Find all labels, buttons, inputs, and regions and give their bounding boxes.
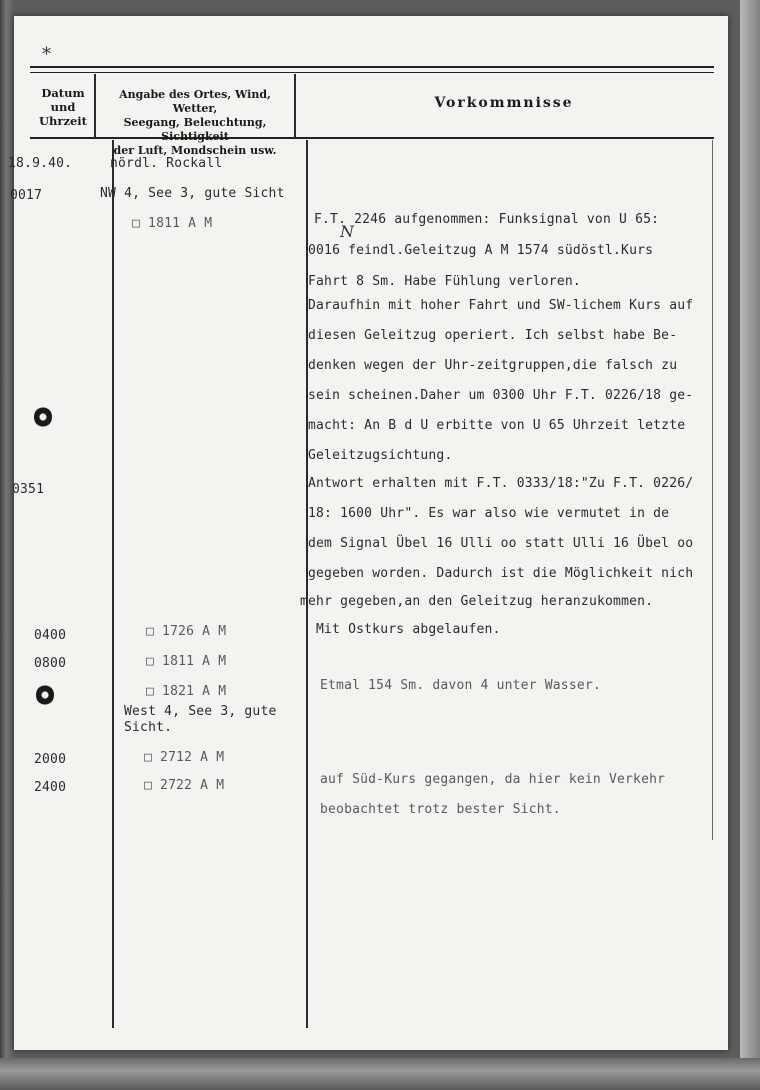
event-line: gegeben worden. Dadurch ist die Möglichkeit nich: [308, 566, 694, 581]
entry-time: 0800: [34, 656, 67, 671]
header-date-time: [32, 86, 94, 128]
entry-time: 0400: [34, 628, 67, 643]
event-line: Etmal 154 Sm. davon 4 unter Wasser.: [320, 678, 601, 693]
entry-grid-square: □ 1821 A M: [146, 684, 227, 699]
entry-location: nördl. Rockall: [110, 156, 223, 171]
event-line: Fahrt 8 Sm. Habe Fühlung verloren.: [308, 274, 581, 289]
event-line: mehr gegeben,an den Geleitzug heranzukommen.: [300, 594, 654, 609]
entry-time: 2400: [34, 780, 67, 795]
event-line: Daraufhin mit hoher Fahrt und SW-lichem Kurs auf: [308, 298, 694, 313]
entry-weather: NW 4, See 3, gute Sicht: [100, 186, 285, 201]
entry-weather: Sicht.: [124, 720, 173, 735]
entry-date: 18.9.40.: [8, 156, 73, 171]
event-line: diesen Geleitzug operiert. Ich selbst habe Be-: [308, 328, 678, 343]
event-line: sein scheinen.Daher um 0300 Uhr F.T. 0226/18 ge-: [308, 388, 694, 403]
entry-grid-square: □ 1811 A M: [132, 216, 213, 231]
entry-grid-square: □ 2722 A M: [144, 778, 225, 793]
header-date-line-1: Datum: [41, 86, 85, 100]
header-top-rule: [30, 66, 714, 68]
entry-time: 2000: [34, 752, 67, 767]
event-line: beobachtet trotz bester Sicht.: [320, 802, 561, 817]
handwritten-correction: N: [340, 222, 354, 241]
event-line: auf Süd-Kurs gegangen, da hier kein Verkehr: [320, 772, 666, 787]
entry-grid-square: □ 1726 A M: [146, 624, 227, 639]
event-line: Geleitzugsichtung.: [308, 448, 453, 463]
header-top-rule-2: [30, 72, 714, 73]
header-events: Vorkommnisse: [434, 95, 574, 111]
event-line: 18: 1600 Uhr". Es war also wie vermutet in de: [308, 506, 670, 521]
header-location-line-2: Seegang, Beleuchtung, Sichtigkeit: [123, 116, 267, 143]
logbook-sheet: [8, 16, 728, 1050]
event-line: dem Signal Übel 16 Ulli oo statt Ulli 16 Übel oo: [308, 536, 694, 551]
entry-grid-square: □ 2712 A M: [144, 750, 225, 765]
header-location-line-3: der Luft, Mondschein usw.: [113, 144, 277, 157]
scan-bottom-edge: [0, 1058, 760, 1090]
header-location-weather: [96, 88, 294, 158]
event-line: 0016 feindl.Geleitzug A M 1574 südöstl.Kurs: [308, 243, 654, 258]
event-line: denken wegen der Uhr-zeitgruppen,die falsch zu: [308, 358, 678, 373]
event-line: F.T. 2246 aufgenommen: Funksignal von U 65:: [314, 212, 660, 227]
header-date-line-3: Uhrzeit: [39, 114, 87, 128]
punch-hole: [34, 406, 52, 428]
right-border: [712, 140, 713, 840]
column-divider-1-body: [112, 140, 114, 1028]
column-divider-2: [294, 74, 296, 138]
entry-time: 0351: [12, 482, 45, 497]
entry-weather: West 4, See 3, gute: [124, 704, 277, 719]
scan-border: [740, 0, 760, 1090]
header-location-line-1: Angabe des Ortes, Wind, Wetter,: [119, 88, 271, 115]
event-line: Antwort erhalten mit F.T. 0333/18:"Zu F.T. 0226/: [308, 476, 694, 491]
event-line: Mit Ostkurs abgelaufen.: [316, 622, 501, 637]
entry-grid-square: □ 1811 A M: [146, 654, 227, 669]
entry-time: 0017: [10, 188, 43, 203]
header-date-line-2: und: [50, 100, 76, 114]
event-line: macht: An B d U erbitte von U 65 Uhrzeit letzte: [308, 418, 686, 433]
stray-mark: *: [42, 44, 51, 65]
